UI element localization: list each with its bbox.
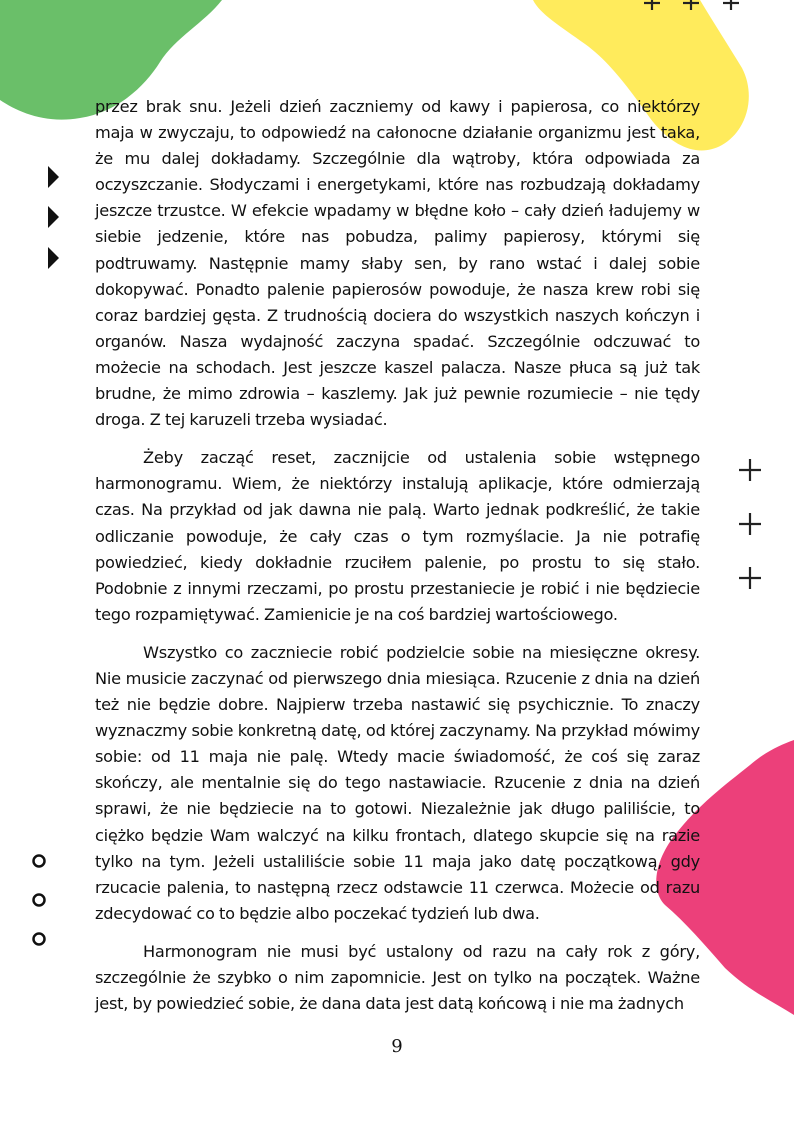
- paragraph: Wszystko co zaczniecie robić podzielcie sobie na miesięczne okresy. Nie musicie zaczynać od pierwszego dnia miesiąca. Rzucenie z dnia na dzień też nie będzie dobre. Najpierw trzeba nastawić się psychicznie. To znaczy wyznaczmy sobie konkretną datę, od której zaczynamy. Na przykład mówimy sobie: od 11 maja nie palę. Wtedy macie świadomość, że coś się zaraz skończy, ale mentalnie się do tego nastawiacie. Rzucenie z dnia na dzień sprawi, że nie będziecie na to gotowi. Niezależnie jak długo paliliście, to ciężko będzie Wam walczyć na kilku frontach, dlatego skupcie się na razie tylko na tym. Jeżeli ustaliliście sobie 11 maja jako datę początkową, gdy rzucacie palenia, to następną rzecz odstawcie 11 czerwca. Możecie od razu zdecydować co to będzie albo poczekać tydzień lub dwa.: [95, 642, 700, 923]
- circle-outline-icon: [34, 895, 45, 906]
- circle-outline-icon: [34, 856, 45, 867]
- plus-icon: [739, 567, 761, 589]
- page-number: 9: [391, 1036, 403, 1057]
- paragraph: przez brak snu. Jeżeli dzień zaczniemy od kawy i papierosa, co niektórzy maja w zwyczaju, to odpowiedź na całonocne działanie organizmu jest taka, że mu dalej dokładamy. Szczególnie dla wątroby, która odpowiada za oczyszczanie. Słodyczami i energetykami, które nas rozbudzają dokładamy jeszcze trzustce. W efekcie wpadamy w błędne koło – cały dzień ładujemy w siebie jedzenie, które nas pobudza, palimy papierosy, którymi się podtruwamy. Następnie mamy słaby sen, by rano wstać i dalej sobie dokopywać. Ponadto palenie papierosów powoduje, że nasza krew robi się coraz bardziej gęsta. Z trudnością dociera do wszystkich naszych kończyn i organów. Nasza wydajność zaczyna spadać. Szczególnie odczuwać to możecie na schodach. Jest jeszcze kaszel palacza. Nasze płuca są już tak brudne, że mimo zdrowia – kaszlemy. Jak już pewnie rozumiecie – nie tędy droga. Z tej karuzeli trzeba wysiadać.: [95, 97, 700, 430]
- plus-icon: [739, 459, 761, 481]
- plus-icon: [723, 0, 739, 10]
- triangle-right-icon: [48, 247, 59, 269]
- plus-icon: [739, 513, 761, 535]
- circle-outline-icon: [34, 934, 45, 945]
- triangle-right-icon: [48, 206, 59, 228]
- paragraph: Żeby zacząć reset, zacznijcie od ustalenia sobie wstępnego harmonogramu. Wiem, że niektórzy instalują aplikacje, które odmierzają czas. Na przykład od jak dawna nie palą. Warto jednak podkreślić, że takie odliczanie powoduje, że cały czas o tym rozmyślacie. Ja nie potrafię powiedzieć, kiedy dokładnie rzuciłem palenie, po prostu to się stało. Podobnie z innymi rzeczami, po prostu przestaniecie je robić i nie będziecie tego rozpamiętywać. Zamienicie je na coś bardziej wartościowego.: [95, 448, 700, 624]
- paragraph: Harmonogram nie musi być ustalony od razu na cały rok z góry, szczególnie że szybko o nim zapomnicie. Jest on tylko na początek. Ważne jest, by powiedzieć sobie, że dana data jest datą końcową i nie ma żadnych: [95, 941, 700, 1014]
- body-text: [95, 94, 700, 1029]
- triangle-right-icon: [48, 166, 59, 188]
